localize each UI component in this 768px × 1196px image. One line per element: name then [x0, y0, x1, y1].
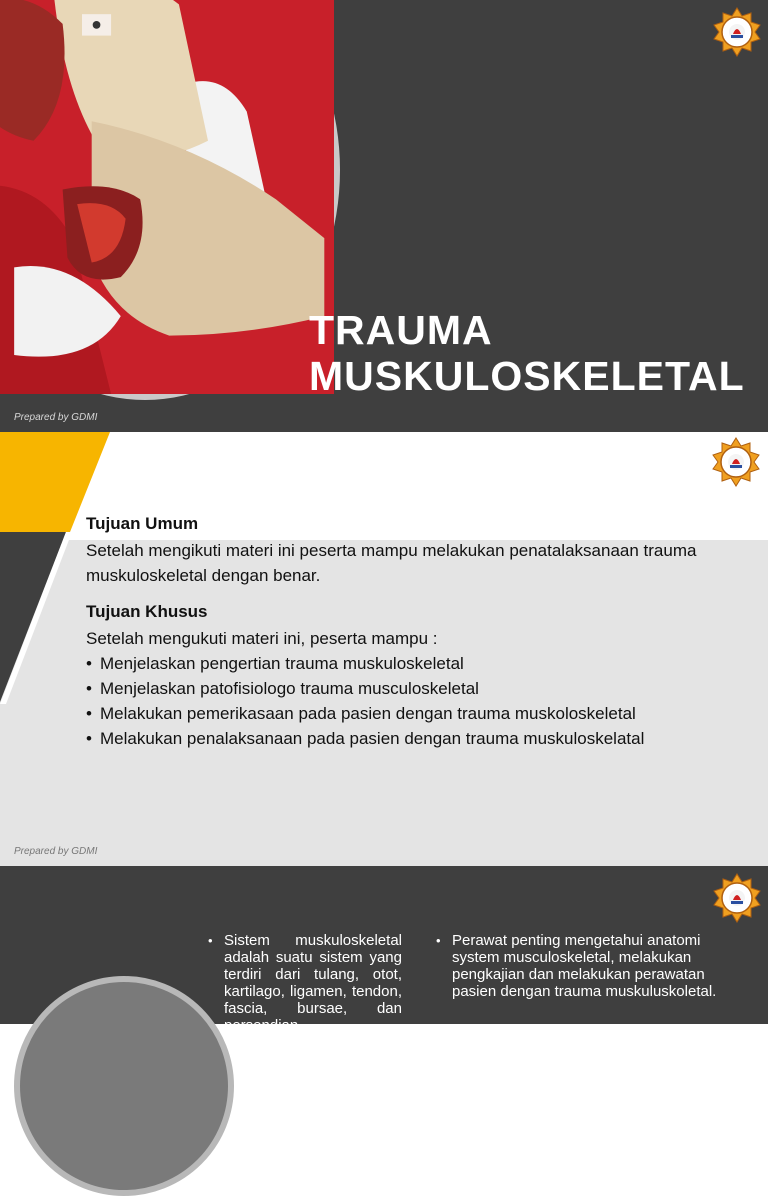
list-item: • Perawat penting mengetahui anatomi system musculoskeletal, melakukan pengkajian dan melakukan perawatan pasien dengan trauma muskuluskoletal.: [436, 932, 736, 1000]
right-column: [436, 932, 736, 1000]
specific-objective-heading: Tujuan Khusus: [86, 602, 208, 621]
gdmi-logo: [711, 6, 763, 58]
specific-objective-intro: Setelah mengukuti materi ini, peserta mampu :: [86, 629, 438, 648]
general-objective-text: Setelah mengikuti materi ini peserta mampu melakukan penatalaksanaan trauma muskuloskeletal dengan benar.: [86, 541, 697, 585]
image-circle: [14, 976, 234, 1196]
list-item: • Menjelaskan patofisiologo trauma musculoskeletal: [86, 676, 746, 701]
definition-slide: [0, 866, 768, 1034]
gdmi-logo: [711, 872, 763, 924]
list-item: • Melakukan pemerikasaan pada pasien dengan trauma muskoloskeletal: [86, 701, 746, 726]
general-objective-heading: Tujuan Umum: [86, 514, 199, 533]
trauma-photo: [0, 0, 340, 400]
list-item: • Menjelaskan pengertian trauma muskuloskeletal: [86, 651, 746, 676]
objectives-content: [86, 510, 746, 751]
objectives-slide: [0, 432, 768, 866]
title-line-2: MUSKULOSKELETAL: [309, 353, 745, 399]
gdmi-logo: [710, 436, 762, 488]
list-item: • Sistem muskuloskeletal adalah suatu sistem yang terdiri dari tulang, otot, kartilago, ligamen, tendon, fascia, bursae, dan persendian.: [208, 932, 402, 1034]
left-column: [208, 932, 402, 1034]
list-item: • Melakukan penalaksanaan pada pasien dengan trauma muskuloskelatal: [86, 726, 746, 751]
prepared-by-label: Prepared by GDMI: [14, 412, 98, 423]
specific-objective-list: [86, 651, 746, 751]
slide-title: [309, 307, 745, 399]
prepared-by-label: Prepared by GDMI: [14, 846, 98, 857]
title-line-1: TRAUMA: [309, 307, 493, 353]
title-slide: [0, 0, 768, 432]
